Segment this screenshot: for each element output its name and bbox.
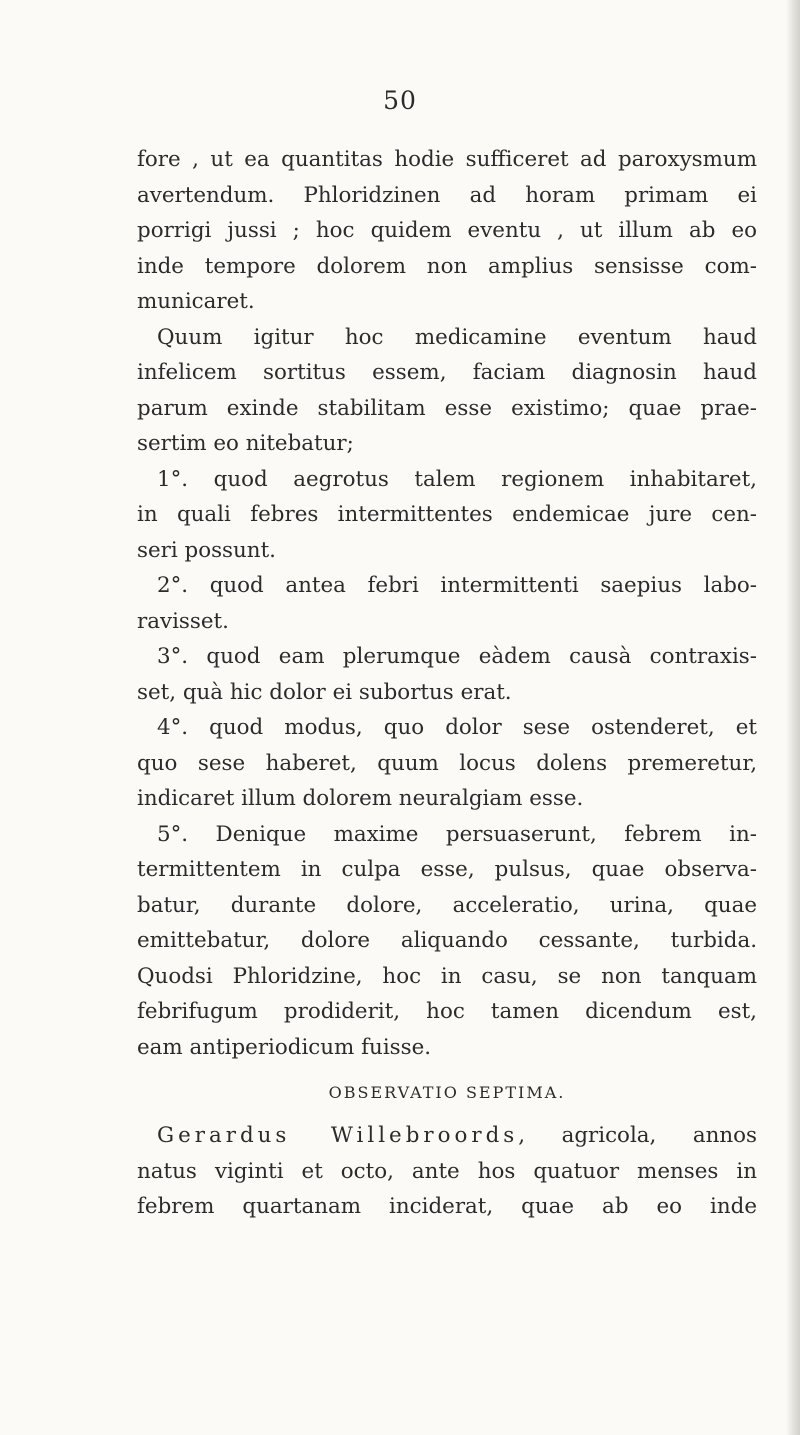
list-item-2: [137, 568, 757, 639]
list-item-3: [137, 639, 757, 710]
text-line: quo sese haberet, quum locus dolens premeretur,: [137, 750, 757, 776]
text-line: sertim eo nitebatur;: [137, 431, 354, 456]
list-item-5: [137, 817, 757, 1066]
text-line: parum exinde stabilitam esse existimo; quae prae-: [137, 395, 757, 421]
text-line: in quali febres intermittentes endemicae jure cen-: [137, 502, 757, 527]
text-line: inde tempore dolorem non amplius sensisse com-: [137, 253, 757, 279]
text-line: febrifugum prodiderit, hoc tamen dicendum est,: [137, 999, 757, 1024]
page-edge-shadow: [786, 0, 800, 1435]
text-line: 1°. quod aegrotus talem regionem inhabitaret,: [157, 466, 757, 492]
text-line: batur, durante dolore, acceleratio, urina, quae: [137, 892, 757, 918]
text-line: infelicem sortitus essem, faciam diagnosin haud: [137, 360, 757, 385]
list-item-1: [137, 462, 757, 569]
paragraph-1: [137, 142, 757, 320]
text-line: indicaret illum dolorem neuralgiam esse.: [137, 786, 584, 811]
final-paragraph: [137, 1118, 757, 1225]
text-line: eam antiperiodicum fuisse.: [137, 1034, 432, 1060]
text-line: natus viginti et octo, ante hos quatuor menses in: [137, 1158, 757, 1184]
text-line: municaret.: [137, 289, 255, 314]
text-line: 4°. quod modus, quo dolor sese ostenderet, et: [157, 715, 757, 740]
text-line: Quum igitur hoc medicamine eventum haud: [157, 324, 757, 350]
text-line: emittebatur, dolore aliquando cessante, turbida.: [137, 928, 757, 953]
text-line: [137, 1118, 757, 1154]
text-line: porrigi jussi ; hoc quidem eventu , ut illum ab eo: [137, 218, 757, 243]
text-line: febrem quartanam inciderat, quae ab eo inde: [137, 1194, 757, 1219]
body-text: [137, 142, 757, 1225]
text-line: fore , ut ea quantitas hodie sufficeret ad paroxysmum: [137, 147, 757, 172]
line-rest: , agricola, annos: [518, 1123, 757, 1148]
text-line: 3°. quod eam plerumque eàdem causà contraxis-: [157, 644, 757, 669]
text-line: seri possunt.: [137, 537, 276, 563]
list-item-4: [137, 710, 757, 817]
person-name: Gerardus Willebroords: [157, 1123, 519, 1148]
text-line: set, quà hic dolor ei subortus erat.: [137, 679, 512, 705]
text-line: termittentem in culpa esse, pulsus, quae observa-: [137, 857, 757, 882]
paragraph-2: [137, 320, 757, 462]
text-line: 2°. quod antea febri intermittenti saepius labo-: [157, 573, 757, 598]
text-line: ravisset.: [137, 608, 229, 634]
section-heading: OBSERVATIO SEPTIMA.: [328, 1083, 566, 1102]
text-line: avertendum. Phloridzinen ad horam primam ei: [137, 182, 757, 208]
text-line: Quodsi Phloridzine, hoc in casu, se non tanquam: [137, 963, 757, 989]
page-number: 50: [383, 86, 417, 115]
text-line: 5°. Denique maxime persuaserunt, febrem in-: [157, 821, 757, 847]
